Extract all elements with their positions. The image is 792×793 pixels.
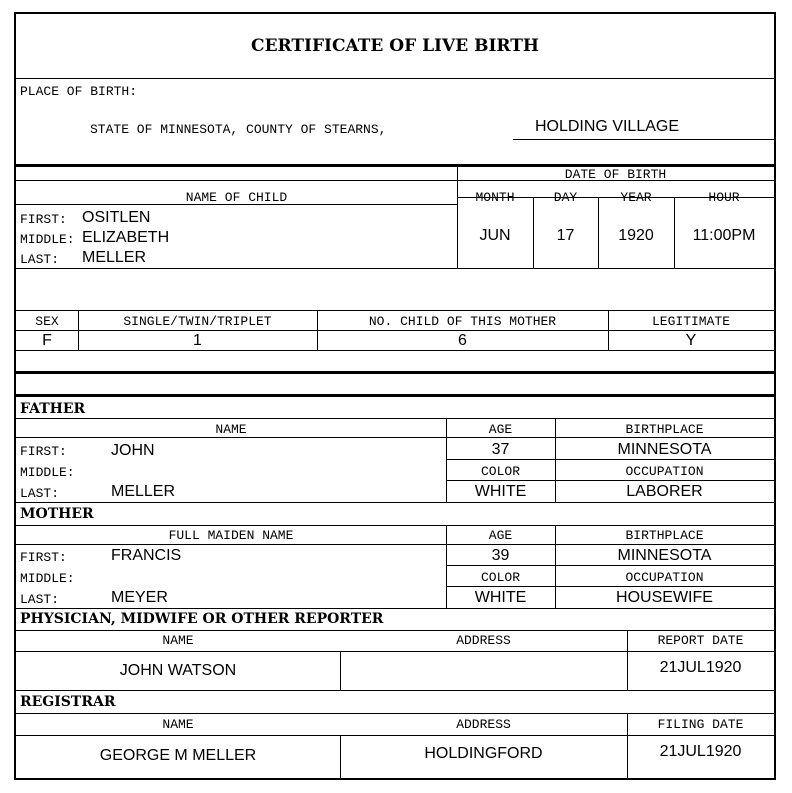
- year-label: YEAR: [620, 190, 652, 205]
- child-first-label: FIRST:: [20, 212, 67, 227]
- place-of-birth-label: PLACE OF BIRTH:: [20, 84, 138, 99]
- divider: [16, 310, 774, 311]
- father-color: WHITE: [474, 483, 527, 500]
- physician-name-label: NAME: [162, 633, 194, 648]
- divider: [446, 586, 774, 587]
- birth-month: JUN: [479, 227, 511, 244]
- registrar-name: GEORGE M MELLER: [99, 747, 257, 764]
- registrar-address: HOLDINGFORD: [424, 745, 543, 762]
- divider: [340, 651, 341, 690]
- mother-birthplace-label: BIRTHPLACE: [625, 528, 704, 543]
- child-last-name: MELLER: [82, 249, 147, 266]
- father-age-label: AGE: [488, 422, 513, 437]
- physician-address-label: ADDRESS: [456, 633, 511, 648]
- mother-first-label: FIRST:: [20, 550, 67, 565]
- birth-certificate: [14, 12, 776, 780]
- father-birthplace-label: BIRTHPLACE: [625, 422, 704, 437]
- birth-year: 1920: [618, 227, 654, 244]
- mother-color-label: COLOR: [480, 570, 520, 585]
- divider: [446, 459, 774, 460]
- father-occupation: LABORER: [626, 483, 703, 500]
- name-of-child-header: NAME OF CHILD: [185, 190, 288, 205]
- father-first-name: JOHN: [111, 442, 155, 459]
- father-birthplace: MINNESOTA: [617, 441, 712, 458]
- father-name-header: NAME: [215, 422, 247, 437]
- child-middle-name: ELIZABETH: [82, 229, 170, 246]
- mother-last-name: MEYER: [111, 589, 168, 606]
- village-underline: [513, 139, 774, 140]
- birth-day: 17: [556, 227, 575, 244]
- registrar-address-label: ADDRESS: [456, 717, 511, 732]
- divider: [16, 371, 774, 374]
- divider: [16, 330, 774, 331]
- legitimate-value: Y: [685, 332, 697, 349]
- child-number-label: NO. CHILD OF THIS MOTHER: [368, 314, 557, 329]
- father-last-label: LAST:: [20, 486, 60, 501]
- birth-hour: 11:00PM: [692, 227, 756, 244]
- hour-label: HOUR: [708, 190, 740, 205]
- child-middle-label: MIDDLE:: [20, 232, 75, 247]
- child-first-name: OSITLEN: [82, 209, 151, 226]
- mother-name-header: FULL MAIDEN NAME: [168, 528, 294, 543]
- divider: [16, 394, 774, 397]
- divider: [16, 608, 774, 609]
- divider: [446, 480, 774, 481]
- certificate-title: CERTIFICATE OF LIVE BIRTH: [251, 36, 539, 56]
- father-color-label: COLOR: [480, 464, 520, 479]
- registrar-name-label: NAME: [162, 717, 194, 732]
- father-age: 37: [491, 441, 510, 458]
- date-of-birth-header: DATE OF BIRTH: [564, 167, 667, 182]
- plurality-label: SINGLE/TWIN/TRIPLET: [123, 314, 272, 329]
- divider: [16, 78, 774, 79]
- child-number-value: 6: [458, 332, 467, 349]
- divider: [16, 630, 774, 631]
- father-occupation-label: OCCUPATION: [625, 464, 704, 479]
- mother-last-label: LAST:: [20, 592, 60, 607]
- plurality-value: 1: [193, 332, 202, 349]
- father-last-name: MELLER: [111, 483, 176, 500]
- mother-age-label: AGE: [488, 528, 513, 543]
- divider: [16, 713, 774, 714]
- registrar-section-heading: REGISTRAR: [20, 694, 116, 710]
- day-label: DAY: [553, 190, 578, 205]
- mother-occupation: HOUSEWIFE: [616, 589, 713, 606]
- mother-middle-label: MIDDLE:: [20, 571, 75, 586]
- sex-value: F: [42, 332, 52, 349]
- father-first-label: FIRST:: [20, 444, 67, 459]
- divider: [16, 651, 774, 652]
- mother-age: 39: [491, 547, 510, 564]
- mother-birthplace: MINNESOTA: [617, 547, 712, 564]
- physician-name: JOHN WATSON: [119, 662, 237, 679]
- filing-date: 21JUL1920: [659, 743, 742, 760]
- filing-date-label: FILING DATE: [657, 717, 744, 732]
- divider: [16, 502, 774, 503]
- divider: [16, 525, 774, 526]
- month-label: MONTH: [475, 190, 515, 205]
- mother-first-name: FRANCIS: [111, 547, 182, 564]
- place-state-county: STATE OF MINNESOTA, COUNTY OF STEARNS,: [90, 122, 387, 137]
- divider: [16, 268, 774, 269]
- father-middle-label: MIDDLE:: [20, 465, 75, 480]
- report-date: 21JUL1920: [659, 659, 742, 676]
- divider: [16, 735, 774, 736]
- father-section-heading: FATHER: [20, 401, 86, 417]
- physician-section-heading: PHYSICIAN, MIDWIFE OR OTHER REPORTER: [20, 611, 384, 627]
- report-date-label: REPORT DATE: [657, 633, 744, 648]
- divider: [16, 544, 774, 545]
- divider: [16, 437, 774, 438]
- divider: [16, 690, 774, 691]
- sex-label: SEX: [35, 314, 59, 329]
- divider: [16, 350, 774, 351]
- divider: [446, 565, 774, 566]
- mother-color: WHITE: [474, 589, 527, 606]
- legitimate-label: LEGITIMATE: [651, 314, 730, 329]
- place-village: HOLDING VILLAGE: [534, 118, 680, 135]
- divider: [16, 418, 774, 419]
- mother-section-heading: MOTHER: [20, 506, 94, 522]
- child-last-label: LAST:: [20, 252, 60, 267]
- mother-occupation-label: OCCUPATION: [625, 570, 704, 585]
